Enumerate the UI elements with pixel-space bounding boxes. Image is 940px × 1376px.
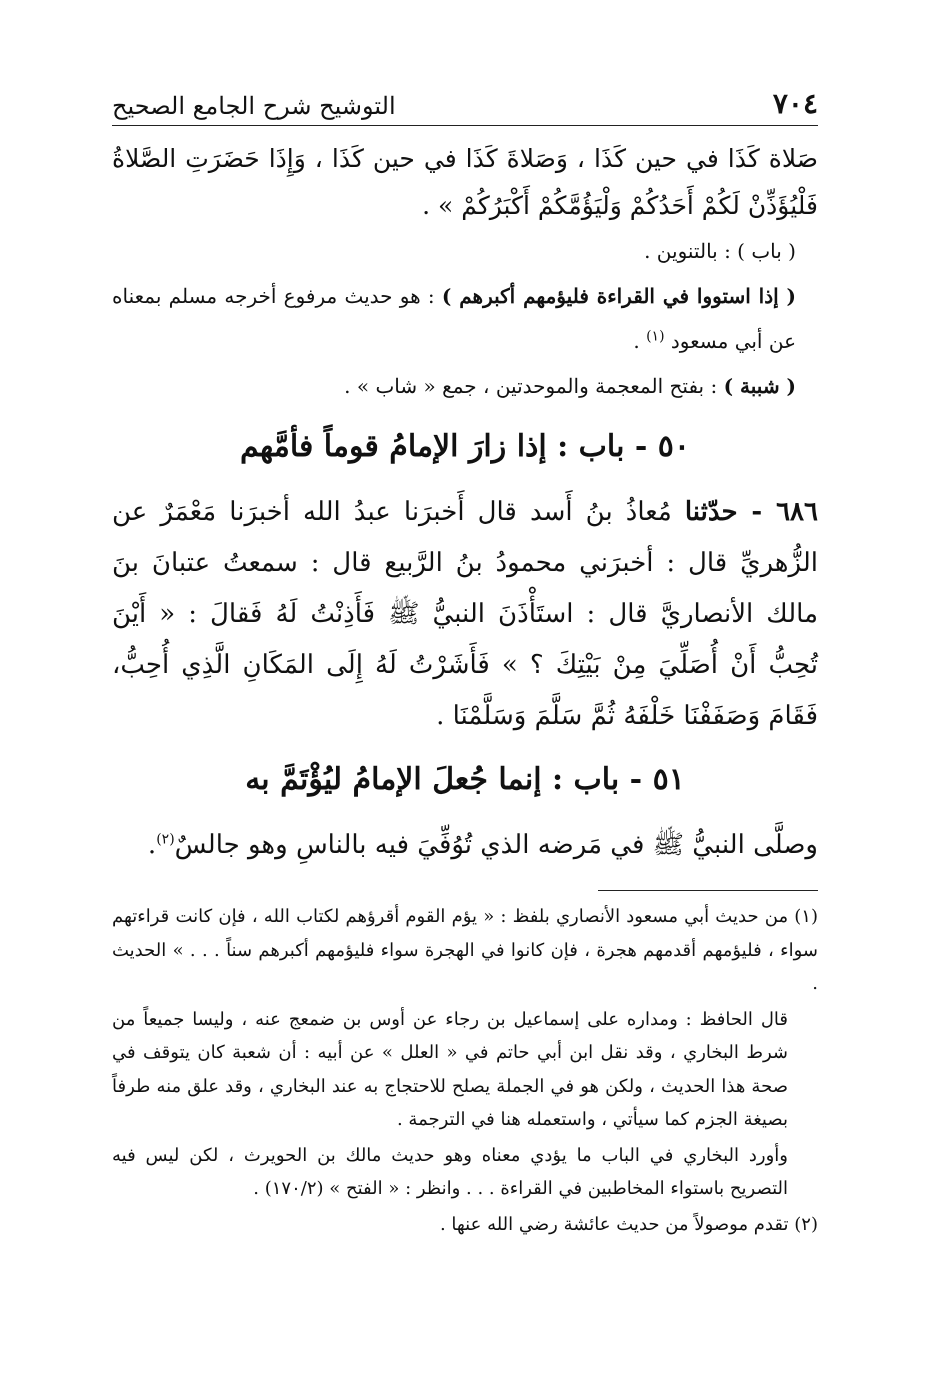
continuation-paragraph: صَلاة كَذَا في حين كَذَا ، وَصَلاةَ كَذَا في حين كَذَا ، وَإِذَا حَضَرَتِ الصَّلاةُ فَلْيُؤَذِّنْ لَكُمْ أَحَدُكُمْ وَلْيَؤُمَّكُمْ أَكْبَرُكُمْ » . bbox=[112, 144, 818, 220]
chapter-51-text bbox=[112, 820, 818, 871]
note-bab: ( باب ) : بالتنوين . bbox=[644, 239, 796, 263]
chapter-51-body: وصلَّى النبيُّ ﷺ في مَرضه الذي تُوُفِّيَ فيه بالناسِ وهو جالسٌ bbox=[174, 830, 818, 860]
footnote-1-mark: (١) bbox=[794, 906, 818, 927]
footnote-ref-1[interactable]: (١) bbox=[646, 328, 665, 345]
book-title: التوشيح شرح الجامع الصحيح bbox=[112, 92, 396, 120]
header-divider bbox=[112, 125, 818, 126]
footnote-1 bbox=[112, 900, 818, 1001]
note-istawu-end: . bbox=[633, 329, 647, 353]
note-istawu bbox=[112, 274, 818, 364]
footnote-1-paragraph-3: وأورد البخاري في الباب ما يؤدي معناه وهو حديث مالك بن الحويرث ، لكن ليس فيه التصريح باستواء المخاطبين في القراءة . . . وانظر : « الفتح » (١٧٠/٢) . bbox=[112, 1144, 788, 1199]
note-shababa bbox=[112, 364, 818, 409]
footnote-2-mark: (٢) bbox=[794, 1213, 818, 1235]
chapter-50-heading: ٥٠ - باب : إذا زارَ الإمامُ قوماً فأمَّهم bbox=[239, 429, 690, 464]
main-text bbox=[112, 135, 818, 871]
footnote-ref-2[interactable]: (٢) bbox=[156, 831, 175, 848]
footnote-divider bbox=[598, 890, 818, 891]
hadith-686-number: ٦٨٦ - حدّثنا bbox=[684, 497, 818, 527]
note-istawu-text: : هو حديث مرفوع أخرجه مسلم بمعناه عن أبي مسعود bbox=[112, 284, 796, 353]
footnote-2 bbox=[112, 1208, 818, 1242]
footnote-1-line-1: من حديث أبي مسعود الأنصاري بلفظ : « يؤم القوم أقرؤهم لكتاب الله ، فإن كانت قراءتهم سواء ، فليؤمهم أقدمهم هجرة ، فإن كانوا في الهجرة سواء فليؤمهم أكبرهم سناً . . . » الحديث . bbox=[112, 906, 818, 994]
hadith-686-text: مُعاذُ بنُ أَسد قال أَخبرَنا عبدُ الله أخبرَنا مَعْمَرٌ عن الزُّهريِّ قال : أخبرَني محمودُ بنُ الرَّبيع قال : سمعتُ عتبانَ بنَ مالك الأنصاريَّ قال : استَأْذَنَ النبيُّ ﷺ فَأَذِنْتُ لَهُ فَقالَ : « أَيْنَ تُحِبُّ أَنْ أُصَلِّيَ مِنْ بَيْتِكَ ؟ » فَأَشَرْتُ لَهُ إِلَى المَكَانِ الَّذِي أُحِبُّ، فَقَامَ وَصَفَفْنَا خَلْفَهُ ثُمَّ سَلَّمَ وَسَلَّمْنَا . bbox=[112, 497, 818, 731]
footnote-2-line-1: تقدم موصولاً من حديث عائشة رضي الله عنها . bbox=[439, 1213, 789, 1235]
page-number: ٧٠٤ bbox=[772, 87, 818, 120]
note-shababa-text: : بفتح المعجمة والموحدتين ، جمع « شاب » . bbox=[344, 374, 724, 398]
footnotes bbox=[112, 900, 818, 1243]
hadith-686 bbox=[112, 487, 818, 742]
running-header bbox=[112, 80, 818, 120]
note-shababa-term: ( شببة ) bbox=[723, 374, 796, 398]
footnote-1-paragraph-2: قال الحافظ : ومداره على إسماعيل بن رجاء عن أوس بن ضمعج عنه ، وليسا جميعاً من شرط البخاري ، وقد نقل ابن أبي حاتم في « العلل » عن أبيه : أن شعبة كان يتوقف في صحة هذا الحديث ، ولكن هو في الجملة يصلح للاحتجاج به عند البخاري ، وقد علق منه طرفاً بصيغة الجزم كما سيأتي ، واستعمله هنا في الترجمة . bbox=[112, 1008, 788, 1130]
chapter-51-heading: ٥١ - باب : إنما جُعلَ الإمامُ ليُؤْتَمَّ به bbox=[245, 762, 685, 797]
chapter-51-end: . bbox=[147, 830, 157, 860]
note-istawu-term: ( إذا استووا في القراءة فليؤمهم أكبرهم ) bbox=[441, 284, 796, 308]
